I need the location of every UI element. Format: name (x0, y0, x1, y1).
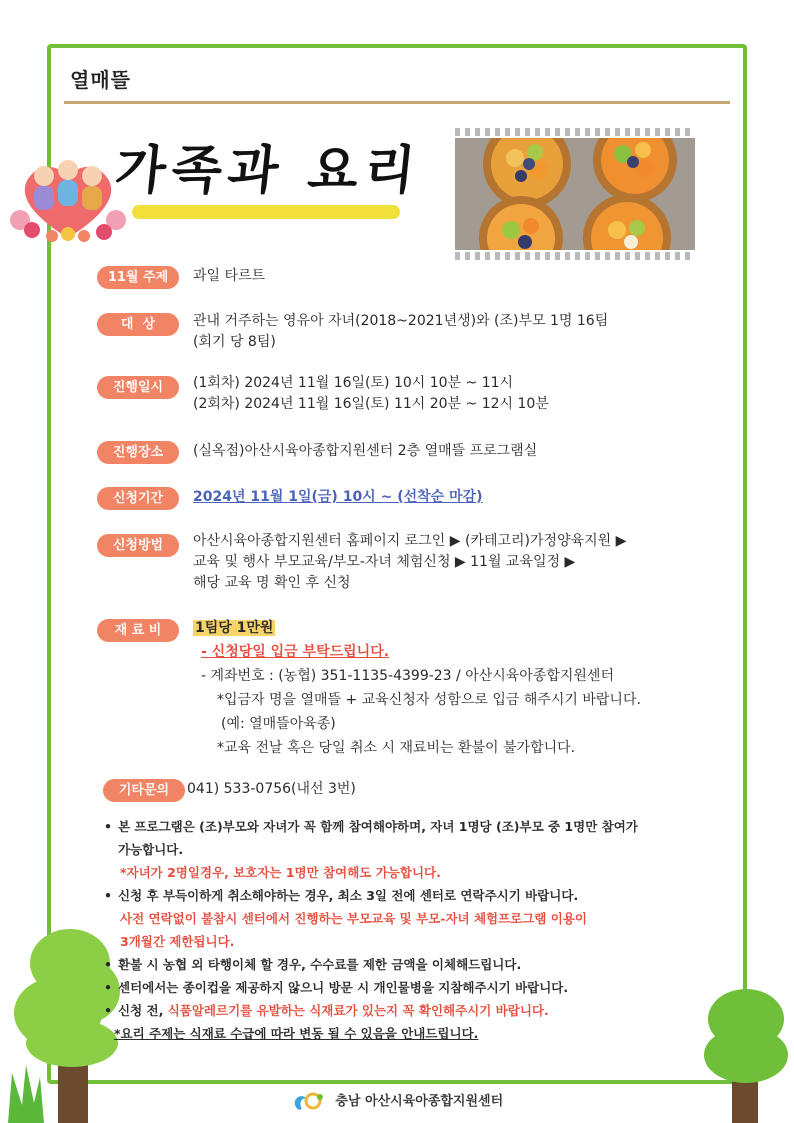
label-target: 대 상 (97, 313, 179, 336)
page-title: 가족과 요리 (112, 140, 424, 201)
label-period: 신청기간 (97, 487, 179, 510)
note-5-allergy: 식품알레르기를 유발하는 식재료가 있는지 꼭 확인해주시기 바랍니다. (167, 1003, 549, 1018)
fee-amount: 1팀당 1만원 (195, 620, 274, 636)
note-5-prefix: 신청 전, (118, 1003, 168, 1018)
note-1-line-3: *자녀가 2명일경우, 보호자는 1명만 참여해도 가능합니다. (120, 865, 441, 880)
method-text (193, 531, 626, 594)
label-contact: 기타문의 (103, 779, 185, 802)
note-6: *요리 주제는 식재료 수급에 따라 변동 될 수 있음을 안내드립니다. (114, 1026, 479, 1041)
fee-account: - 계좌번호 : (농협) 351-1135-4399-23 / 아산시육아종합지원센터 (201, 668, 614, 684)
note-item (104, 815, 714, 838)
note-2-line-2: 사전 연락없이 불참시 센터에서 진행하는 부모교육 및 부모-자녀 체험프로그램 이용이 (120, 911, 587, 926)
tart-photo (455, 128, 695, 260)
label-method: 신청방법 (97, 534, 179, 557)
note-item (104, 976, 714, 999)
fee-deposit-notice: - 신청당일 입금 부탁드립니다. (201, 644, 390, 660)
note-2-line-1: 신청 후 부득이하게 취소해야하는 경우, 최소 3일 전에 센터로 연락주시기 바랍니다. (118, 888, 579, 903)
date-text (193, 373, 549, 415)
period-link[interactable]: 2024년 11월 1일(금) 10시 ~ (선착순 마감) (193, 489, 483, 505)
date-line-1: (1회차) 2024년 11월 16일(토) 10시 10분 ~ 11시 (193, 375, 514, 391)
note-item (104, 999, 714, 1022)
note-item (104, 884, 714, 907)
brand-name: 열매뜰 (70, 68, 131, 92)
fee-depositor-note: *입금자 명을 열매뜰 + 교육신청자 성함으로 입금 해주시기 바랍니다. (217, 692, 641, 708)
note-4: 센터에서는 종이컵을 제공하지 않으니 방문 시 개인물병을 지참해주시기 바랍니다. (118, 980, 569, 995)
label-fee: 재 료 비 (97, 619, 179, 642)
target-line-2: (회기 당 8팀) (193, 334, 276, 350)
brand-divider (64, 101, 730, 104)
fee-refund-note: *교육 전날 혹은 당일 취소 시 재료비는 환불이 불가합니다. (217, 740, 576, 756)
tart-photo-image (455, 138, 695, 250)
title-highlight (132, 205, 400, 219)
note-3: 환불 시 농협 외 타행이체 할 경우, 수수료를 제한 금액을 이체해드립니다. (118, 957, 522, 972)
notes-list (104, 815, 714, 1045)
method-line-1: 아산시육아종합지원센터 홈페이지 로그인 ▶ (카테고리)가정양육지원 ▶ (193, 533, 627, 549)
fee-example: (예: 열매뜰아육종) (221, 716, 336, 732)
date-line-2: (2회차) 2024년 11월 16일(토) 11시 20분 ~ 12시 10분 (193, 396, 549, 412)
label-place: 진행장소 (97, 441, 179, 464)
photo-strip-top (455, 128, 695, 136)
place-text: (실옥점)아산시육아종합지원센터 2층 열매뜰 프로그램실 (193, 443, 538, 459)
center-logo-icon (291, 1091, 325, 1113)
label-theme: 11월 주제 (97, 266, 179, 289)
center-name: 충남 아산시육아종합지원센터 (335, 1094, 504, 1109)
note-item (104, 953, 714, 976)
note-1-line-1: 본 프로그램은 (조)부모와 자녀가 꼭 함께 참여해야하며, 자녀 1명당 (조)부모 중 1명만 참여가 (118, 819, 638, 834)
method-line-3: 해당 교육 명 확인 후 신청 (193, 575, 351, 591)
footer (0, 1090, 794, 1113)
theme-text: 과일 타르트 (193, 268, 266, 284)
note-1-line-2: 가능합니다. (118, 842, 184, 857)
photo-strip-bottom (455, 252, 695, 260)
family-heart-illustration (6, 150, 130, 244)
label-date: 진행일시 (97, 376, 179, 399)
method-line-2: 교육 및 행사 부모교육/부모-자녀 체험신청 ▶ 11월 교육일정 ▶ (193, 554, 576, 570)
contact-text: 041) 533-0756(내선 3번) (187, 781, 356, 797)
note-2-line-3: 3개월간 제한됩니다. (120, 934, 235, 949)
fee-text (193, 616, 641, 760)
target-line-1: 관내 거주하는 영유아 자녀(2018~2021년생)와 (조)부모 1명 16팀 (193, 313, 609, 329)
target-text (193, 311, 608, 353)
